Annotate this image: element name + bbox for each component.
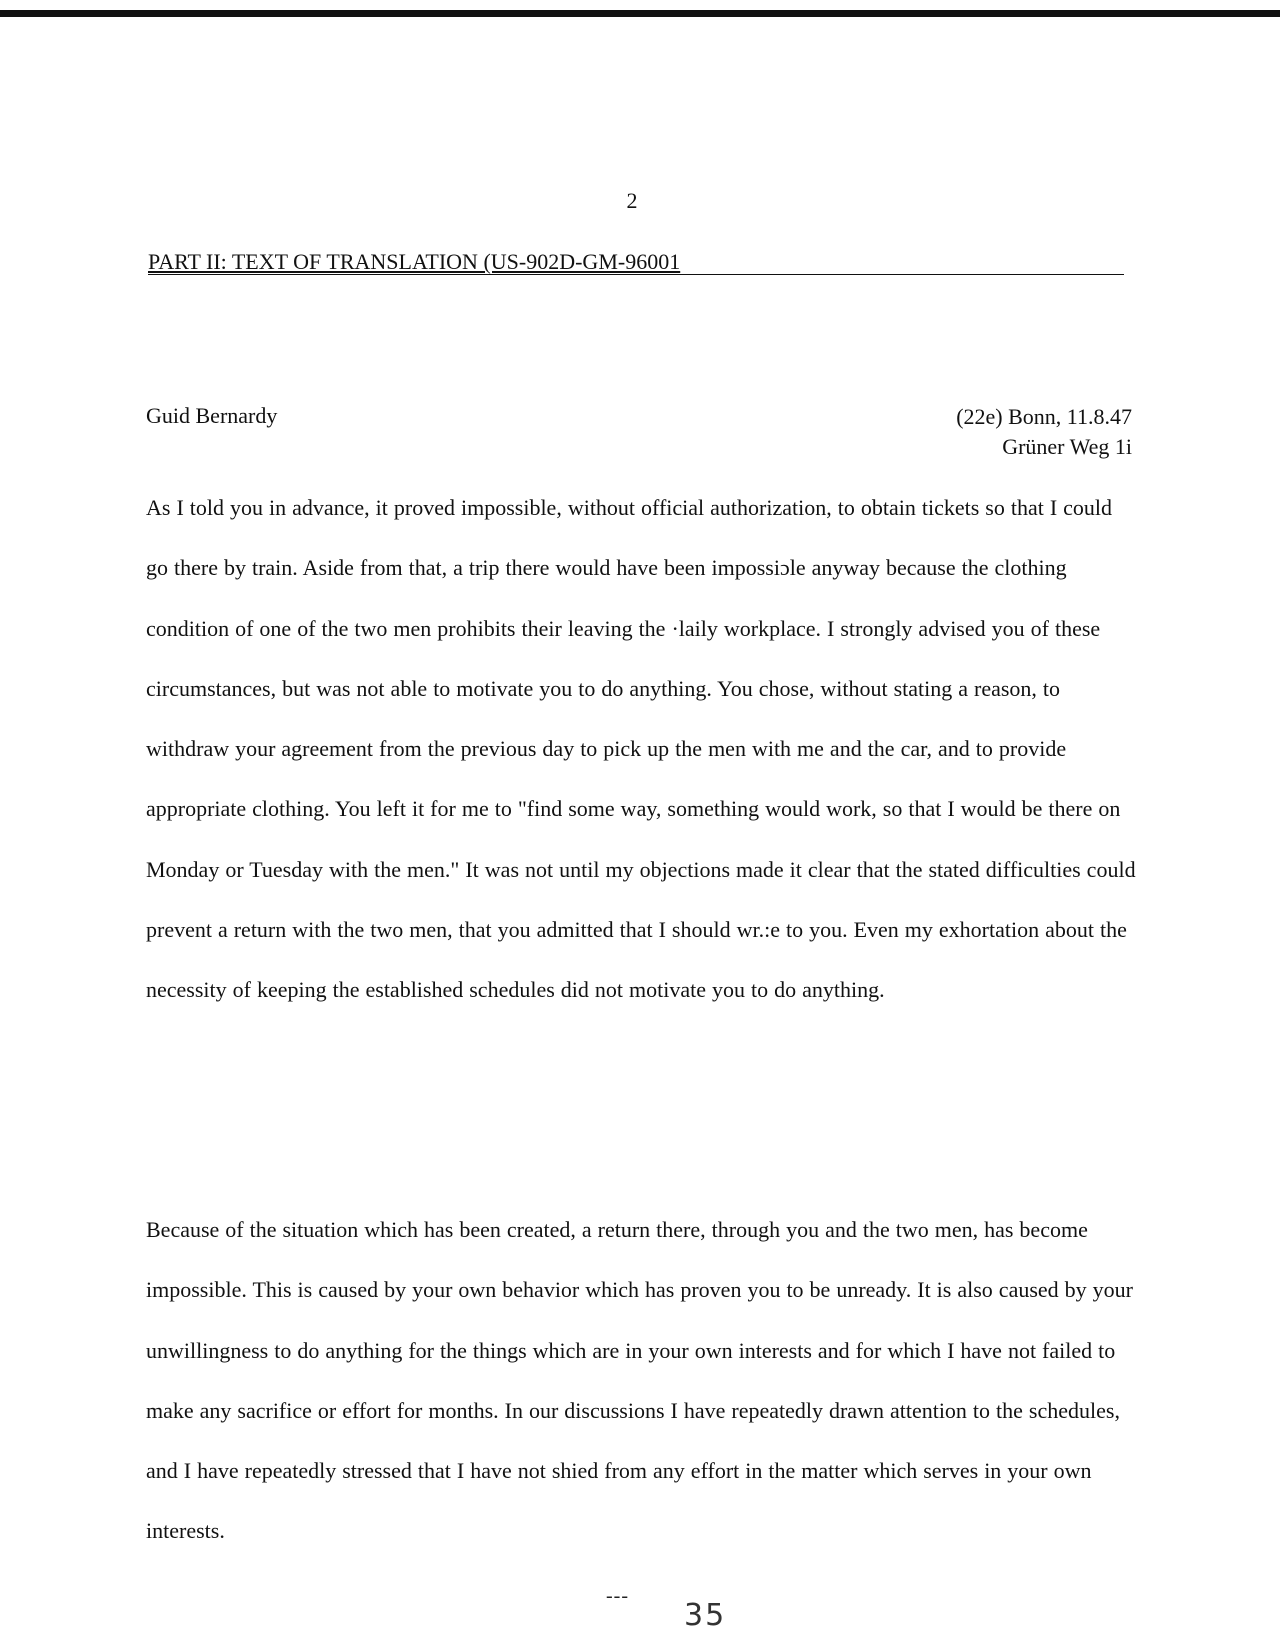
letter-dateline xyxy=(956,402,1132,462)
body-paragraph-2: Because of the situation which has been created, a return there, through you and the two men, has become impossible. This is caused by your own behavior which has proven you to be unready. It is also caused by your unwillingness to do anything for the things which are in your own interests and for which I have not failed to make any sacrifice or effort for months. In our discussions I have repeatedly drawn attention to the schedules, and I have repeatedly stressed that I have not shied from any effort in the matter which serves in your own interests. xyxy=(146,1217,1133,1544)
footer-dash-mark: --- xyxy=(606,1585,629,1607)
section-heading-text: PART II: TEXT OF TRANSLATION (US-902D-GM-96001 xyxy=(148,249,681,274)
top-border-rule xyxy=(0,10,1280,17)
handwritten-page-stamp: 35 xyxy=(684,1598,727,1633)
letter-sender: Guid Bernardy xyxy=(146,403,278,428)
letter-address: Grüner Weg 1i xyxy=(1002,434,1132,459)
section-heading xyxy=(148,250,1124,275)
letter-place-date: (22e) Bonn, 11.8.47 xyxy=(956,404,1132,429)
page-number: 2 xyxy=(626,188,638,213)
body-paragraph-1: As I told you in advance, it proved impossible, without official authorization, to obtain tickets so that I could go there by train. Aside from that, a trip there would have been impossiɔle anyway because the clothing condition of one of the two men prohibits their leaving the ·laily workplace. I strongly advised you of these circumstances, but was not able to motivate you to do anything. You chose, without stating a reason, to withdraw your agreement from the previous day to pick up the men with me and the car, and to provide appropriate clothing. You left it for me to "find some way, something would work, so that I would be there on Monday or Tuesday with the men." It was not until my objections made it clear that the stated difficulties could prevent a return with the two men, that you admitted that I should wr.:e to you. Even my exhortation about the necessity of keeping the established schedules did not motivate you to do anything. xyxy=(146,495,1136,1003)
